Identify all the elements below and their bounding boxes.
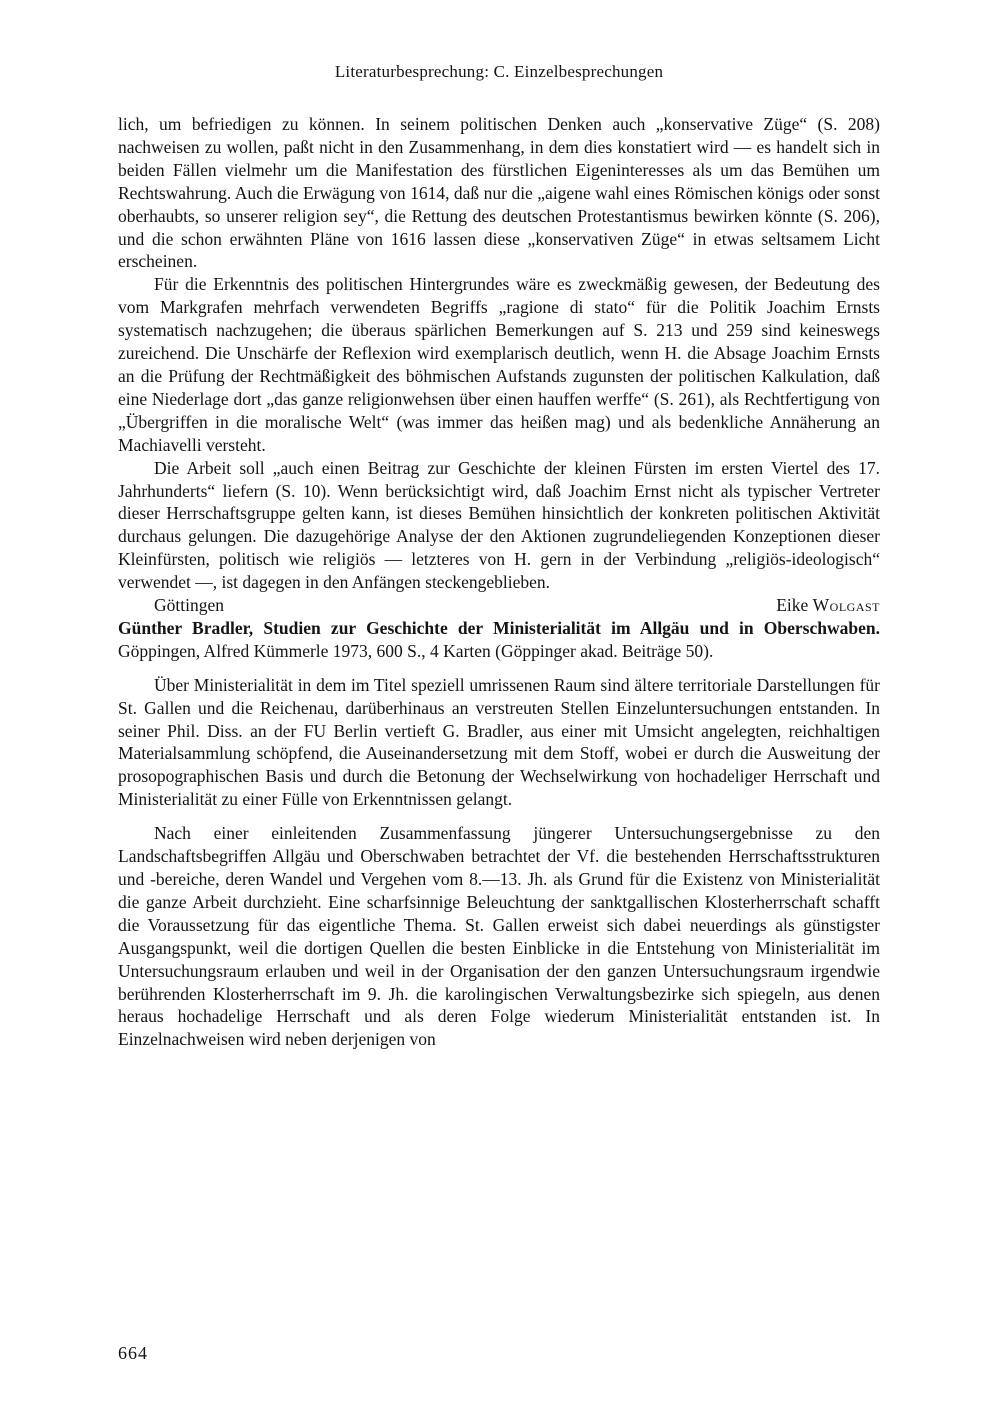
signature-place: Göttingen (154, 595, 224, 616)
paragraph: Über Ministerialität in dem im Titel speziell umrissenen Raum sind ältere territoriale Darstellungen für St. Gallen und die Reichenau, darüberhinaus an verstreuten Stellen Einzeluntersuchungen entstanden. In seiner Phil. Diss. an der FU Berlin vertieft G. Bradler, aus einer mit Umsicht angelegten, reichhaltigen Materialsammlung schöpfend, die Auseinandersetzung mit dem Stoff, wobei er durch die Ausweitung der prosopographischen Basis und durch die Betonung der Wechselwirkung von hochadeliger Herrschaft und Ministerialität zu einer Fülle von Erkenntnissen gelangt. (118, 674, 880, 810)
review-heading-title: Günther Bradler, Studien zur Geschichte der Ministerialität im Allgäu und in Oberschwaben. (118, 617, 880, 638)
paragraph: Die Arbeit soll „auch einen Beitrag zur Geschichte der kleinen Fürsten im ersten Viertel des 17. Jahrhunderts“ liefern (S. 10). Wenn berücksichtigt wird, daß Joachim Ernst nicht als typischer Vertreter dieser Herrschaftsgruppe gelten kann, ist dieses Bemühen hinsichtlich der konkreten politischen Aktivität durchaus gelungen. Die dazugehörige Analyse der den Aktionen zugrundeliegenden Konzeptionen dieser Kleinfürsten, politisch wie religiös — letzteres von H. gern in der Verbindung „religiös-ideologisch“ verwendet —, ist dagegen in den Anfängen steckengeblieben. (118, 457, 880, 593)
book-page (118, 0, 880, 1419)
review-wolgast (118, 113, 880, 617)
page-number: 664 (118, 1343, 148, 1363)
reviewer-first-name: Eike (776, 595, 809, 616)
signature-reviewer (776, 594, 880, 617)
review-heading (118, 617, 880, 663)
paragraph: lich, um befriedigen zu können. In seinem politischen Denken auch „konservative Züge“ (S. 208) nachweisen zu wollen, paßt nicht in den Zusammenhang, in dem dies konstatiert wird — es handelt sich in beiden Fällen vielmehr um die Manifestation des fürstlichen Eigeninteresses als um das Bemühen um Rechtswahrung. Auch die Erwägung von 1614, daß nur die „aigene wahl eines Römischen königs oder sonst oberhaubts, so unserer religion sey“, die Rettung des deutschen Protestantismus bewirken könnte (S. 206), und die schon erwähnten Pläne von 1616 lassen diese „konservativen Züge“ in etwas seltsamem Licht erscheinen. (118, 114, 880, 272)
reviewer-last-name: Wolgast (812, 595, 880, 616)
paragraph: Nach einer einleitenden Zusammenfassung jüngerer Untersuchungsergebnisse zu den Landschaftsbegriffen Allgäu und Oberschwaben betrachtet der Vf. die bestehenden Herrschaftsstrukturen und -bereiche, deren Wandel und Vergehen vom 8.—13. Jh. als Grund für die Existenz von Ministerialität die ganze Arbeit durchzieht. Eine scharfsinnige Beleuchtung der sanktgallischen Klosterherrschaft schafft die Voraussetzung für das eigentliche Thema. St. Gallen erweist sich dabei neuerdings als günstigster Ausgangspunkt, weil die dortigen Quellen die besten Einblicke in die Entstehung von Ministerialität im Untersuchungsraum erlauben und weil in der Organisation der den ganzen Untersuchungsraum irgendwie berührenden Klosterherrschaft im 9. Jh. die karolingischen Verwaltungsbezirke sich spiegeln, aus denen heraus hochadelige Herrschaft und als deren Folge wiederum Ministerialität entstanden ist. In Einzelnachweisen wird neben derjenigen von (118, 823, 880, 1050)
running-head: Literaturbesprechung: C. Einzelbesprechungen (334, 62, 664, 81)
review-heading-publication: Göppingen, Alfred Kümmerle 1973, 600 S., 4 Karten (Göppinger akad. Beiträge 50). (118, 640, 714, 661)
review-signature (118, 594, 880, 617)
review-bradler (118, 617, 880, 1051)
paragraph: Für die Erkenntnis des politischen Hintergrundes wäre es zweckmäßig gewesen, der Bedeutung des vom Markgrafen mehrfach verwendeten Begriffs „ragione di stato“ für die Politik Joachim Ernsts systematisch nachzugehen; die überaus spärlichen Bemerkungen auf S. 213 und 259 sind keineswegs zureichend. Die Unschärfe der Reflexion wird exemplarisch deutlich, wenn H. die Absage Joachim Ernsts an die Prüfung der Rechtmäßigkeit des böhmischen Aufstands zugunsten der politischen Kalkulation, daß eine Niederlage dort „das ganze religionwehsen über einen hauffen werffe“ (S. 261), als Rechtfertigung von „Übergriffen in die moralische Welt“ (was immer das heißen mag) und als bedenkliche Annäherung an Machiavelli versteht. (118, 274, 880, 455)
body-text (118, 113, 880, 1051)
